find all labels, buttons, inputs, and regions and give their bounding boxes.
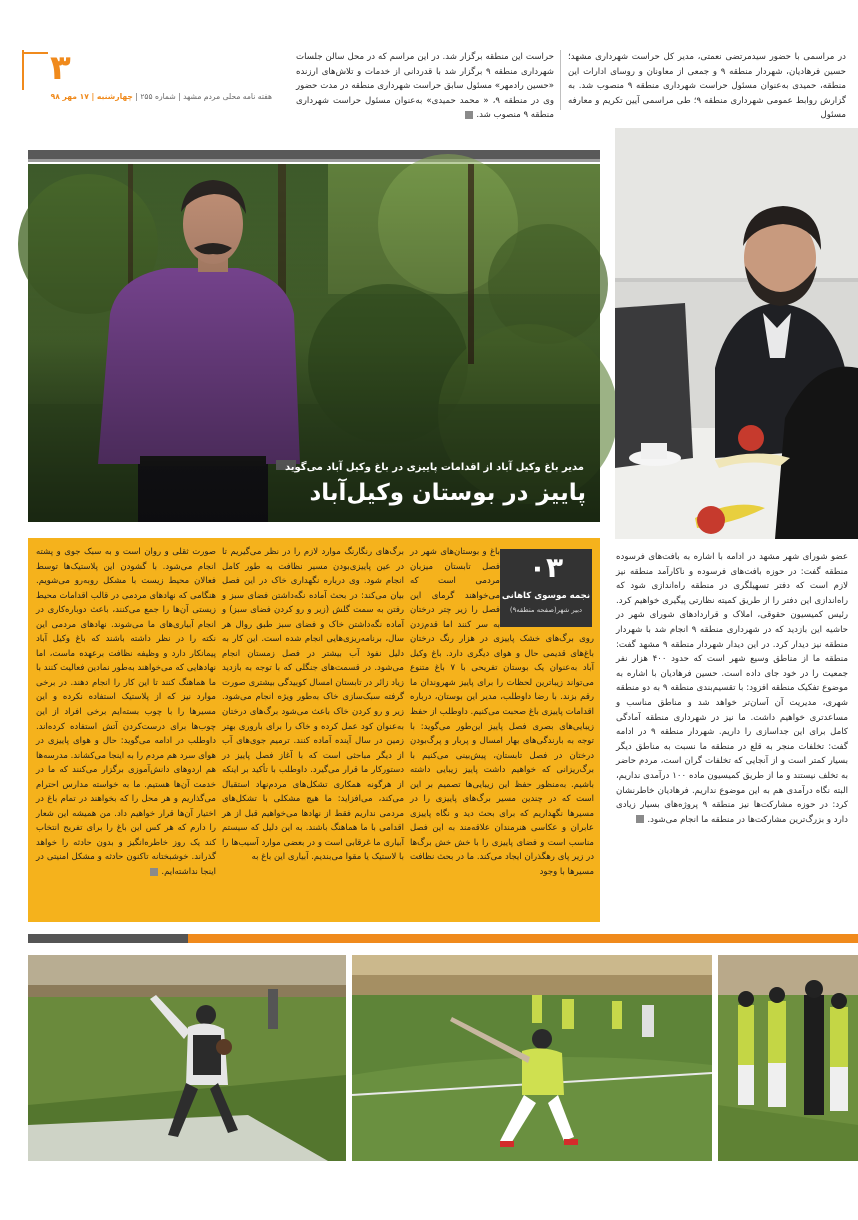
- page-number: ۳: [50, 48, 71, 88]
- publication-line: [22, 92, 272, 101]
- end-mark-icon: [150, 868, 158, 876]
- end-mark-icon: [465, 111, 473, 119]
- side-article: [616, 550, 848, 916]
- page-number-rule-top: [22, 52, 48, 54]
- feature-column-1: [410, 545, 594, 914]
- column-divider: [560, 50, 561, 110]
- publication-name: هفته نامه محلی مردم مشهد | شماره ۲۵۵ |: [135, 92, 272, 101]
- feature-column-2-text: برگ‌های رنگارنگ موارد لازم را در نظر می‌گیریم تا در عین پاییزی‌بودن مسیر نظافت به طور کامل انجام شود. وی درباره نگهداری خاک در این فصل بیان می‌کند: در بحث آماده نگه‌داشتن فضای سبز و رفتن به سمت گلش (زیر و رو کردن فضای سبز) و آماده نگه‌داشتن خاک و فضای سبز طبق روال هر سال، برنامه‌ریزی‌هایی انجام شده است. این کار به دلیل نفوذ آب بیشتر در فصل زمستان انجام می‌شود. در قسمت‌های جنگلی که با توجه به بازدید زیاد زائر در تابستان امسال کوبیدگی بیشتری صورت گرفته سبک‌سازی خاک به‌طور ویژه انجام می‌شود. زیر و رو کردن خاک باعث می‌شود برگ‌های درختان به‌عنوان کود عمل کرده و خاک را برای باروری بهتر زمین در سال آینده آماده کنند. ترمیم جوی‌های آب از دیگر مباحثی است که با آغاز فصل پاییز در دستورکار ما قرار می‌گیرد. داوطلب با تأکید بر اینکه از هرگونه همکاری تشکل‌های مردم‌نهاد استقبال می‌کند، می‌افزاید: ما هیچ مشکلی با تشکل‌های مردمی نداریم فقط از نهادها می‌خواهیم قبل از هر اقدامی با ما هماهنگ باشند. به این دلیل که سیستم آبیاری ما غرقابی است و در بعضی موارد آسیب‌ها را با لاستیک یا مقوا می‌بندیم. آبیاری این باغ به: [222, 547, 404, 863]
- meeting-photo: [615, 128, 858, 539]
- author-name: نجمه موسوی کاهانی: [501, 591, 591, 601]
- top-news-right-column: [568, 50, 846, 121]
- page-number-rule: [22, 50, 24, 90]
- author-role: دبیر شهر(صفحه منطقه۹): [509, 606, 583, 614]
- author-float-spacer: [500, 545, 594, 631]
- feature-subtitle: مدیر باغ وکیل آباد از اقدامات پاییزی در باغ وکیل آباد می‌گوید: [284, 462, 584, 473]
- feature-column-3-text: صورت ثقلی و روان است و به سبک جوی و پشته انجام می‌شود. با گشودن این پلاستیک‌ها توسط فعالان محیط زیست با مشکل روبه‌رو می‌شویم. هنگامی که نهادهای مردمی در قالب اقدامات محیط زیستی آن‌ها را جمع می‌کنند، باعث دوباره‌کاری در انجام آبیاری‌های ما می‌شوند. نهادهای مردمی این نکته را در نظر داشته باشند که باغ وکیل آباد پیمانکار دارد و وظیفه نظافت برعهده ماست، اما نهادهایی که می‌خواهند به‌طور نمادین فعالیت کنند با ما هماهنگ کنند تا این کار را انجام دهند. در برخی موارد نیز که از پلاستیک استفاده نکرده و این مسیرها را با چوب بسته‌ایم برخی افراد از این چوب‌ها برای درست‌کردن آتش استفاده کرده‌اند. داوطلب در ادامه می‌گوید: حال و هوای پاییزی در هوای سرد هم مردم را به اینجا می‌کشاند. مدرسه‌ها هم اردوهای دانش‌آموزی برگزار می‌کنند که ما در خدمت آن‌ها هستیم. ما به خواسته مدارس احترام می‌گذاریم و هر محل را که بخواهند در تمام باغ در اختیار آن‌ها قرار خواهیم داد. من همیشه این شعار را دارم که هر کس این باغ را برای تفریح انتخاب کند یک روز خاطره‌انگیز و بدون حادثه را خواهد گذراند. خوشبختانه تاکنون حادثه و مشکل امنیتی در اینجا نداشته‌ایم.: [36, 547, 216, 878]
- bottom-accent-bar-dark: [28, 934, 188, 943]
- top-news-middle-text: حراست این منطقه برگزار شد. در این مراسم که در محل سالن جلسات شهرداری منطقه ۹ برگزار شد با قدردانی از خدمات و تلاش‌های ارزنده «حسین رادمهر» مسئول سابق حراست شهرداری منطقه در مدت حضور وی در منطقه ۹، « محمد حمیدی» به‌عنوان مسئول حراست شهرداری منطقه ۹ منصوب شد.: [296, 52, 554, 121]
- top-news-middle-column: [296, 50, 554, 121]
- section-bar: [28, 150, 600, 159]
- feature-column-3: [36, 545, 216, 914]
- baseball-batter-photo: [352, 955, 712, 1161]
- baseball-team-photo: [718, 955, 858, 1161]
- section-bar-underline: [28, 159, 600, 162]
- feature-column-2: [222, 545, 404, 914]
- top-news-right-text: در مراسمی با حضور سیدمرتضی نعمتی، مدیر کل حراست شهرداری مشهد؛ حسین فرهادیان، شهردار منطقه ۹ و جمعی از معاونان و روسای ادارات این منطقه، حمیدی به‌عنوان مسئول حراست شهرداری منطقه ۹ منصوب شد. به گزارش روابط عمومی شهرداری منطقه ۹؛ طی مراسمی آیین تکریم و معارفه مسئول: [568, 52, 846, 121]
- publication-date: چهارشنبه | ۱۷ مهر ۹۸: [50, 92, 133, 101]
- baseball-pitcher-photo: [28, 955, 346, 1161]
- feature-title: پاییز در بوستان وکیل‌آباد: [309, 480, 586, 506]
- side-article-text: عضو شورای شهر مشهد در ادامه با اشاره به بافت‌های فرسوده منطقه گفت: در حوزه بافت‌های فرسوده و ناکارآمد منطقه نیز لازم است که دفتر تسهیلگری در منطقه راه‌اندازی شود که راه‌اندازی این دفتر را از طریق کمیته نظارتی پیگیری خواهیم کرد. رئیس کمیسیون حقوقی، املاک و قراردادهای شورای شهر در حاشیه این بازدید که در شهرداری منطقه ۹ انجام شد با شهردار منطقه نیز دیدار کرد. در این دیدار شهردار منطقه ۹ مشهد گفت: منطقه ما از مناطق وسیع شهر است که حدود ۴۰۰ هزار نفر جمعیت را در خود جای داده است. حسین فرهادیان با اشاره به موضوع تفکیک منطقه افزود: با تقسیم‌بندی منطقه ۹ به دو منطقه شهری، مدیریت آن آسان‌تر خواهد شد و مناطق مناسب و مساعدتری خواهیم داشت. ما نیز در شهرداری منطقه آمادگی کامل برای این جداسازی را داریم. شهردار منطقه ۹ در ادامه گفت: تخلفات منجر به قلع در منطقه ما نسبت به مناطق دیگر بسیار کمتر است و از آنجایی که تخلفات گران است، مردم حاضر به تخلف نیستند و ما از طریق کمیسیون ماده ۱۰۰ درآمدی نداریم، البته نگاه درآمدی هم به این موضوع نداریم. فرهادیان خاطرنشان کرد: در حوزه مشارکت‌ها نیز منطقه ۹ پروژه‌های بسیار زیادی دارد و بزرگ‌ترین مشارکت‌ها در منطقه ما انجام می‌شود.: [616, 552, 849, 825]
- end-mark-icon: [636, 815, 644, 823]
- author-number: ۰۳: [528, 551, 564, 584]
- feature-column-1-text: باغ و بوستان‌های شهر در فصل تابستان میزبان مردمی است که می‌خواهند گرمای این فصل را زیر چتر درختان به سر کنند اما قدم‌زدن روی برگ‌های خشک پاییزی در هزار رنگ درختان باغ‌های قدیمی حال و هوای دیگری دارد. باغ وکیل آباد به‌عنوان یک بوستان تفریحی با ۷ باغ متنوع می‌تواند زیباترین لحظات را برای پاییز شهروندان ما رقم بزند. با رضا داوطلب، مدیر این بوستان، درباره اقدامات پاییزی باغ صحبت می‌کنیم. داوطلب از حفظ زیبایی‌های بصری فصل پاییز این‌طور می‌گوید: با توجه به بارندگی‌های بهار امسال و پربار و پرگ‌بودن درختان در فصل تابستان، پیش‌بینی می‌کنیم با برگ‌ریزانی که خواهیم داشت پاییز زیبایی داشته باشیم. به‌منظور حفظ این زیبایی‌ها تصمیم بر این است که در چندین مسیر برگ‌های پاییزی را در مسیرها نگهداریم که برای بحث دید و نگاه پاییزی عابران و عکاسی هنرمندان علاقه‌مند به این فصل مناسب است و فضای پاییزی را با خش خش برگ‌ها در زیر پای رهگذران ایجاد می‌کند. ما در بحث نظافت مسیرها با وجود: [410, 547, 594, 878]
